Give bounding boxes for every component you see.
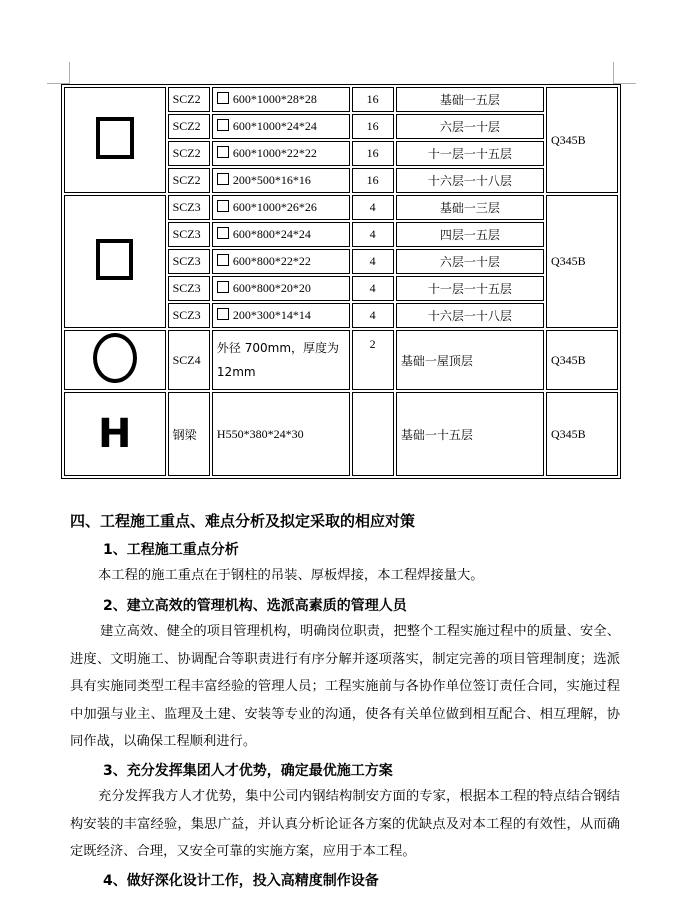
- floor-range: 六层一十层: [396, 249, 544, 274]
- quantity: 4: [352, 276, 394, 301]
- floor-range: 基础一十五层: [396, 392, 544, 476]
- spec-text: 600*1000*22*22: [232, 146, 317, 160]
- quantity: 2: [352, 330, 394, 390]
- subsection-2-heading: 2、建立高效的管理机构、选派高素质的管理人员: [103, 598, 407, 614]
- box-section-icon: [217, 146, 229, 158]
- member-code: SCZ2: [168, 141, 210, 166]
- member-code: SCZ3: [168, 222, 210, 247]
- quantity: 16: [352, 87, 394, 112]
- material-grade: Q345B: [546, 195, 618, 328]
- section-spec: [212, 114, 350, 139]
- box-section-icon: [217, 308, 229, 320]
- material-grade: Q345B: [546, 87, 618, 193]
- spec-text: 600*800*22*22: [232, 254, 311, 268]
- section-spec: [212, 303, 350, 328]
- spec-text: 600*1000*24*24: [232, 119, 317, 133]
- section-spec: [212, 168, 350, 193]
- spec-text: 200*300*14*14: [232, 308, 311, 322]
- section-spec: [212, 276, 350, 301]
- table-row: [64, 87, 618, 112]
- circle-section-icon: [64, 330, 166, 390]
- square-section-icon: [64, 195, 166, 328]
- quantity: 4: [352, 249, 394, 274]
- square-section-icon: [64, 87, 166, 193]
- floor-range: 十六层一十八层: [396, 303, 544, 328]
- quantity: 16: [352, 141, 394, 166]
- section-spec: [212, 222, 350, 247]
- spec-text: 600*1000*26*26: [232, 200, 317, 214]
- quantity: 16: [352, 114, 394, 139]
- material-grade: Q345B: [546, 330, 618, 390]
- section-4-heading: 四、工程施工重点、难点分析及拟定采取的相应对策: [70, 512, 416, 530]
- material-grade: Q345B: [546, 392, 618, 476]
- subsection-4-heading: 4、做好深化设计工作，投入高精度制作设备: [103, 873, 379, 889]
- table-row: [64, 195, 618, 220]
- subsection-1-heading: 1、工程施工重点分析: [103, 542, 239, 558]
- box-section-icon: [217, 200, 229, 212]
- floor-range: 六层一十层: [396, 114, 544, 139]
- box-section-icon: [217, 119, 229, 131]
- section-spec: [212, 249, 350, 274]
- box-section-icon: [217, 254, 229, 266]
- floor-range: 基础一五层: [396, 87, 544, 112]
- section-spec: [212, 195, 350, 220]
- box-section-icon: [217, 92, 229, 104]
- member-code: SCZ3: [168, 276, 210, 301]
- subsection-3-paragraph: 充分发挥我方人才优势，集中公司内钢结构制安方面的专家，根据本工程的特点结合钢结构安装的丰富经验，集思广益，并认真分析论证各方案的优缺点及对本工程的有效性，从而确定既经济、合理，又安全可靠的实施方案，应用于本工程。: [70, 789, 620, 859]
- floor-range: 十一层一十五层: [396, 276, 544, 301]
- member-code: SCZ3: [168, 303, 210, 328]
- member-code: SCZ2: [168, 114, 210, 139]
- floor-range: 十一层一十五层: [396, 141, 544, 166]
- member-code: SCZ2: [168, 87, 210, 112]
- section-spec: [212, 87, 350, 112]
- spec-text: 600*800*24*24: [232, 227, 311, 241]
- quantity: [352, 392, 394, 476]
- floor-range: 基础一三层: [396, 195, 544, 220]
- quantity: 4: [352, 222, 394, 247]
- subsection-2-paragraph: 建立高效、健全的项目管理机构，明确岗位职责，把整个工程实施过程中的质量、安全、进度、文明施工、协调配合等职责进行有序分解并逐项落实，制定完善的项目管理制度；选派具有实施同类型工程丰富经验的管理人员；工程实施前与各协作单位签订责任合同，实施过程中加强与业主、监理及土建、安装等专业的沟通，使各有关单位做到相互配合、相互理解，协同作战，以确保工程顺利进行。: [70, 624, 620, 749]
- floor-range: 基础一屋顶层: [396, 330, 544, 390]
- quantity: 4: [352, 195, 394, 220]
- spec-text: 600*800*20*20: [232, 281, 311, 295]
- subsection-1-paragraph: 本工程的施工重点在于钢柱的吊装、厚板焊接，本工程焊接量大。: [98, 568, 484, 583]
- box-section-icon: [217, 227, 229, 239]
- steel-column-spec-table: [61, 84, 621, 479]
- table-row: [64, 392, 618, 476]
- quantity: 16: [352, 168, 394, 193]
- crop-mark-top-right-v: [613, 62, 614, 84]
- member-code: SCZ2: [168, 168, 210, 193]
- table-row: [64, 330, 618, 390]
- quantity: 4: [352, 303, 394, 328]
- section-spec: 外径 700mm，厚度为 12mm: [212, 330, 350, 390]
- subsection-3-heading: 3、充分发挥集团人才优势，确定最优施工方案: [103, 763, 393, 779]
- member-code: SCZ4: [168, 330, 210, 390]
- section-spec: [212, 141, 350, 166]
- box-section-icon: [217, 281, 229, 293]
- box-section-icon: [217, 173, 229, 185]
- floor-range: 四层一五层: [396, 222, 544, 247]
- member-code: SCZ3: [168, 249, 210, 274]
- spec-text: 200*500*16*16: [232, 173, 311, 187]
- crop-mark-top-left-v: [69, 62, 70, 84]
- member-code: SCZ3: [168, 195, 210, 220]
- section-spec: H550*380*24*30: [212, 392, 350, 476]
- spec-text: 600*1000*28*28: [232, 92, 317, 106]
- floor-range: 十六层一十八层: [396, 168, 544, 193]
- h-beam-section-icon: H: [64, 392, 166, 476]
- member-code: 钢梁: [168, 392, 210, 476]
